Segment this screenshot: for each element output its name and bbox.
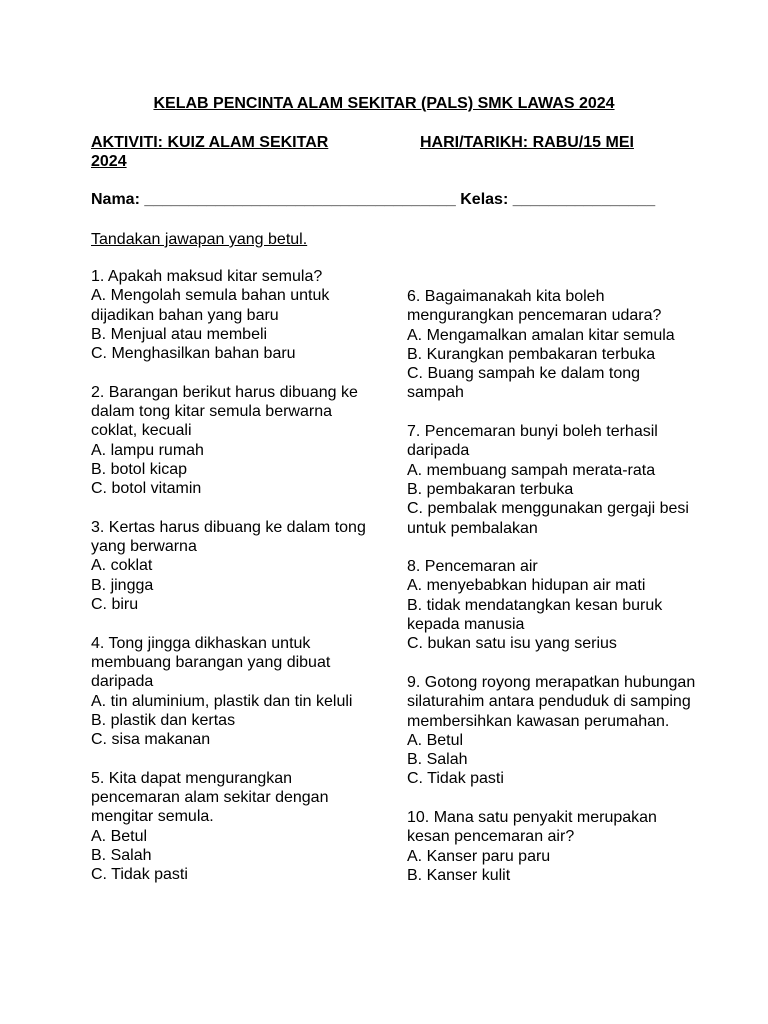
date-label: HARI/TARIKH: RABU/15 MEI [420,134,634,151]
question-4 [91,634,381,750]
option-a: A. Mengolah semula bahan untuk dijadikan bahan yang baru [91,287,330,324]
question-text: 7. Pencemaran bunyi boleh terhasil daripada [407,423,658,460]
option-c: C. Buang sampah ke dalam tong sampah [407,365,641,402]
questions-left-column [91,267,381,904]
question-text: 6. Bagaimanakah kita boleh mengurangkan pencemaran udara? [407,288,662,325]
option-a: A. Mengamalkan amalan kitar semula [407,326,675,344]
option-c: C. sisa makanan [91,731,211,749]
option-c: C. bukan satu isu yang serius [407,635,617,653]
option-a: A. membuang sampah merata-rata [407,461,656,479]
option-c: C. botol vitamin [91,480,202,498]
question-text: 3. Kertas harus dibuang ke dalam tong yang berwarna [91,518,366,556]
option-c: C. Tidak pasti [91,866,188,884]
question-1 [91,267,381,363]
option-c: C. pembalak menggunakan gergaji besi untuk pembalakan [407,500,689,537]
option-b: B. tidak mendatangkan kesan buruk kepada manusia [407,596,663,634]
question-text: 8. Pencemaran air [407,558,538,576]
question-8 [407,557,697,653]
option-a: A. coklat [91,557,153,575]
option-a: A. Kanser paru paru [407,847,551,865]
option-a: A. Betul [91,827,148,845]
question-text: 9. Gotong royong merapatkan hubungan silaturahim antara penduduk di samping membersihkan kawasan perumahan. [407,673,696,730]
question-5 [91,769,381,885]
option-b: B. Kanser kulit [407,866,511,884]
question-3 [91,518,381,614]
option-b: B. Salah [407,751,468,769]
question-text: 1. Apakah maksud kitar semula? [91,268,323,285]
question-text: 4. Tong jingga dikhaskan untuk membuang barangan yang dibuat daripada [91,634,331,691]
question-6 [407,287,697,403]
option-b: B. jingga [91,576,154,594]
option-b: B. botol kicap [91,460,188,478]
option-b: B. Menjual atau membeli [91,325,268,343]
question-10 [407,808,697,885]
question-text: 2. Barangan berikut harus dibuang ke dalam tong kitar semula berwarna coklat, kecuali [91,383,358,440]
option-b: B. Kurangkan pembakaran terbuka [407,345,656,363]
option-a: A. lampu rumah [91,441,204,459]
option-b: B. plastik dan kertas [91,711,236,729]
option-a: A. Betul [407,731,464,749]
question-9 [407,673,697,789]
question-text: 5. Kita dapat mengurangkan pencemaran alam sekitar dengan mengitar semula. [91,769,329,826]
option-a: A. menyebabkan hidupan air mati [407,577,646,595]
questions-right-column [407,287,697,905]
option-c: C. Menghasilkan bahan baru [91,345,296,363]
activity-label: AKTIVITI: KUIZ ALAM SEKITAR 2024 [91,134,329,171]
page-title: KELAB PENCINTA ALAM SEKITAR (PALS) SMK LAWAS 2024 [153,95,615,112]
option-b: B. pembakaran terbuka [407,480,574,498]
question-text: 10. Mana satu penyakit merupakan kesan pencemaran air? [407,809,657,846]
name-class-field-line: Nama: ___________________________________ Kelas: ________________ [91,191,656,208]
option-c: C. biru [91,596,139,614]
option-a: A. tin aluminium, plastik dan tin keluli [91,692,353,710]
option-c: C. Tidak pasti [407,770,504,788]
question-2 [91,383,381,499]
instruction-text: Tandakan jawapan yang betul. [91,231,308,248]
question-7 [407,422,697,538]
option-b: B. Salah [91,846,152,864]
